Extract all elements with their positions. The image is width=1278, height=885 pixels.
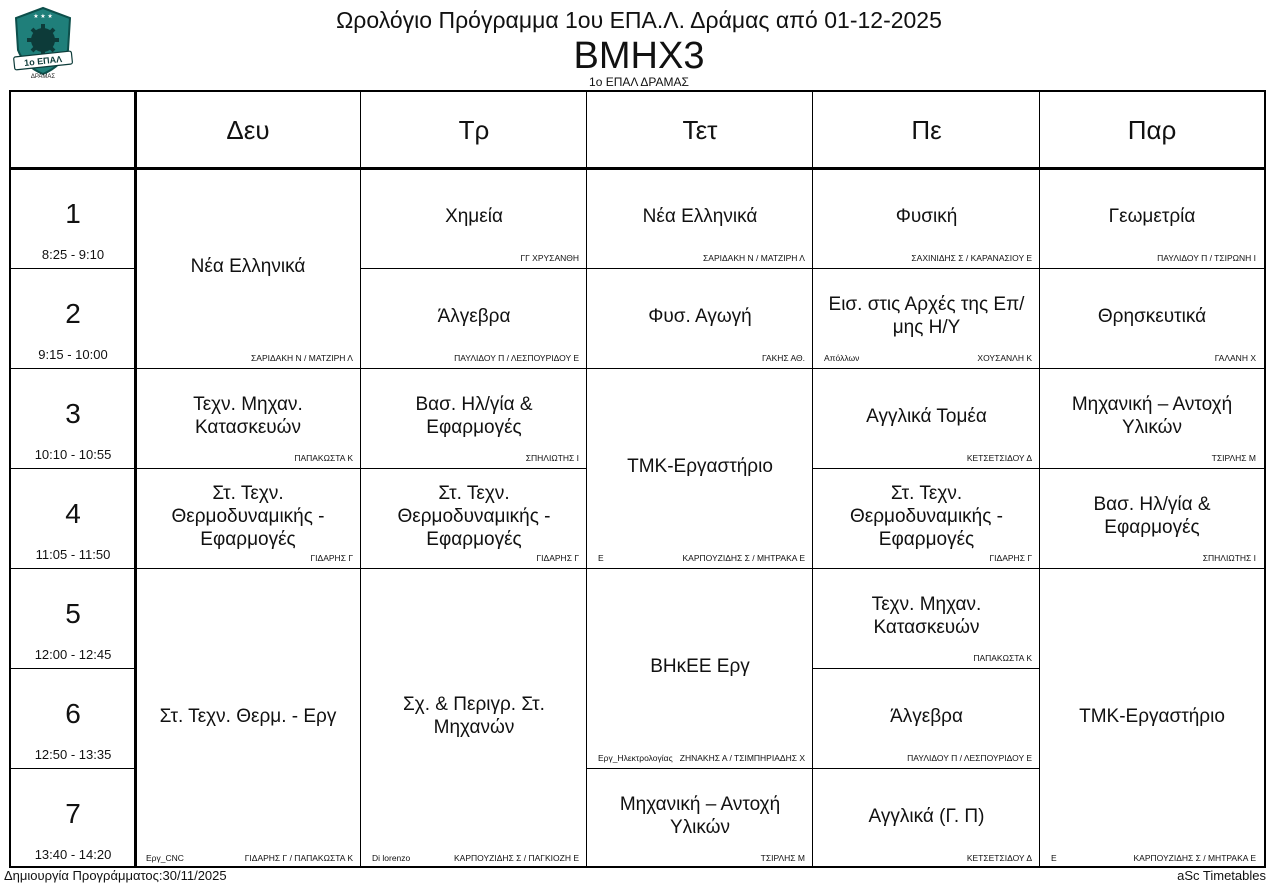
lesson-teacher: ΠΑΠΑΚΩΣΤΑ Κ xyxy=(973,653,1032,663)
lesson-subject: Τεχν. Μηχαν. Κατασκευών xyxy=(193,394,303,438)
lesson-cell xyxy=(135,368,361,468)
lesson-cell xyxy=(135,568,361,868)
period-number: 2 xyxy=(65,298,81,329)
period-row-divider xyxy=(11,768,135,769)
lesson-teacher: ΧΟΥΣΑΝΛΗ Κ xyxy=(977,353,1032,363)
lesson-cell xyxy=(361,468,587,568)
lesson-cell xyxy=(1040,568,1264,868)
period-row-divider xyxy=(11,268,135,269)
period-number: 6 xyxy=(65,698,81,729)
software-credit: aSc Timetables xyxy=(1177,868,1266,883)
lesson-subject: Άλγεβρα xyxy=(890,706,963,727)
lesson-subject: Μηχανική – Αντοχή Υλικών xyxy=(1071,394,1233,438)
page-title: Ωρολόγιο Πρόγραμμα 1ου ΕΠΑ.Λ. Δράμας από 01-12-2025 xyxy=(336,7,942,33)
lesson-subject: ΤΜΚ-Εργαστήριο xyxy=(1079,706,1225,727)
lesson-teacher: ΣΑΧΙΝΙΔΗΣ Σ / ΚΑΡΑΝΑΣΙΟΥ Ε xyxy=(911,253,1032,263)
lesson-cell xyxy=(813,768,1040,868)
lesson-subject: Αγγλικά (Γ. Π) xyxy=(868,806,985,827)
lesson-subject: Βασ. Ηλ/γία & Εφαρμογές xyxy=(1093,494,1211,538)
logo-subtext: ΔΡΑΜΑΣ xyxy=(30,74,56,80)
period-number: 5 xyxy=(65,598,81,629)
lesson-cell xyxy=(587,268,813,368)
school-name: 1ο ΕΠΑΛ ΔΡΑΜΑΣ xyxy=(589,75,689,89)
lesson-room: Ε xyxy=(1051,853,1057,863)
lesson-teacher: ΠΑΥΛΙΔΟΥ Π / ΛΕΣΠΟΥΡΙΔΟΥ Ε xyxy=(454,353,579,363)
lesson-subject: Σχ. & Περιγρ. Στ. Μηχανών xyxy=(403,694,545,738)
lesson-subject: Αγγλικά Τομέα xyxy=(866,406,987,427)
lesson-room: Εργ_CNC xyxy=(146,853,184,863)
lesson-cell xyxy=(813,568,1040,668)
lesson-subject: Στ. Τεχν. Θερμοδυναμικής - Εφαρμογές xyxy=(397,483,551,550)
lesson-cell xyxy=(587,568,813,768)
period-time: 11:05 - 11:50 xyxy=(35,547,111,562)
lesson-room: Εργ_Ηλεκτρολογίας xyxy=(598,753,673,763)
lesson-cell xyxy=(587,168,813,268)
lesson-teacher: ΤΣΙΡΛΗΣ Μ xyxy=(760,853,805,863)
lesson-subject: Στ. Τεχν. Θερμοδυναμικής - Εφαρμογές xyxy=(849,483,1004,550)
lesson-cell xyxy=(1040,368,1264,468)
lesson-teacher: ΓΑΚΗΣ ΑΘ. xyxy=(762,353,805,363)
lesson-subject: Βασ. Ηλ/γία & Εφαρμογές xyxy=(415,394,533,438)
period-time: 13:40 - 14:20 xyxy=(34,847,112,862)
day-header: Πε xyxy=(911,114,942,145)
period-number: 3 xyxy=(65,398,81,429)
period-time: 8:25 - 9:10 xyxy=(41,247,105,262)
lesson-subject: Φυσική xyxy=(895,206,958,227)
lesson-room: Απόλλων xyxy=(824,353,860,363)
lesson-subject: Χημεία xyxy=(445,206,503,227)
lesson-teacher: ΣΑΡΙΔΑΚΗ Ν / ΜΑΤΖΙΡΗ Λ xyxy=(703,253,805,263)
day-header: Τρ xyxy=(458,114,490,145)
period-row-divider xyxy=(11,568,135,569)
svg-text:★ ★ ★: ★ ★ ★ xyxy=(33,14,53,20)
lesson-cell xyxy=(813,668,1040,768)
lesson-teacher: ΓΙΔΑΡΗΣ Γ / ΠΑΠΑΚΩΣΤΑ Κ xyxy=(244,853,353,863)
lesson-teacher: ΤΣΙΡΛΗΣ Μ xyxy=(1211,453,1256,463)
period-time: 9:15 - 10:00 xyxy=(38,347,108,362)
lesson-room: Di lorenzo xyxy=(372,853,411,863)
lesson-cell xyxy=(813,468,1040,568)
day-header: Δευ xyxy=(226,114,270,145)
lesson-teacher: ΚΕΤΣΕΤΣΙΔΟΥ Δ xyxy=(966,853,1032,863)
class-name: ΒΜΗΧ3 xyxy=(573,35,705,77)
lesson-subject: ΒΗκΕΕ Εργ xyxy=(650,656,750,677)
lesson-teacher: ΓΓ ΧΡΥΣΑΝΘΗ xyxy=(520,253,579,263)
lesson-subject: Τεχν. Μηχαν. Κατασκευών xyxy=(871,594,982,638)
lesson-subject: Στ. Τεχν. Θερμ. - Εργ xyxy=(159,706,337,727)
lesson-cell xyxy=(361,568,587,868)
lesson-room: Ε xyxy=(598,553,604,563)
lesson-teacher: ΣΠΗΛΙΩΤΗΣ Ι xyxy=(1202,553,1256,563)
day-header: Τετ xyxy=(682,114,718,145)
lesson-cell xyxy=(587,768,813,868)
lesson-subject: Φυσ. Αγωγή xyxy=(648,306,752,327)
lesson-cell xyxy=(361,168,587,268)
lesson-subject: Γεωμετρία xyxy=(1108,206,1196,227)
lesson-teacher: ΣΑΡΙΔΑΚΗ Ν / ΜΑΤΖΙΡΗ Λ xyxy=(251,353,353,363)
lesson-teacher: ΚΕΤΣΕΤΣΙΔΟΥ Δ xyxy=(966,453,1032,463)
lesson-teacher: ΣΠΗΛΙΩΤΗΣ Ι xyxy=(525,453,579,463)
lesson-cell xyxy=(587,368,813,568)
lesson-subject: ΤΜΚ-Εργαστήριο xyxy=(627,456,773,477)
lesson-cell xyxy=(361,368,587,468)
lesson-teacher: ΓΙΔΑΡΗΣ Γ xyxy=(310,553,353,563)
period-time: 12:50 - 13:35 xyxy=(34,747,112,762)
period-number: 4 xyxy=(65,498,81,529)
lesson-subject: Άλγεβρα xyxy=(437,306,511,327)
lesson-teacher: ΠΑΥΛΙΔΟΥ Π / ΤΣΙΡΩΝΗ Ι xyxy=(1157,253,1256,263)
lesson-cell xyxy=(135,168,361,368)
timetable-grid xyxy=(9,90,1266,868)
lesson-cell xyxy=(361,268,587,368)
period-row-divider xyxy=(11,368,135,369)
lesson-teacher: ΓΑΛΑΝΗ Χ xyxy=(1214,353,1256,363)
period-time: 10:10 - 10:55 xyxy=(34,447,112,462)
lesson-cell xyxy=(813,168,1040,268)
lesson-subject: Θρησκευτικά xyxy=(1097,306,1207,327)
logo-text: 1ο ΕΠΑΛ xyxy=(23,54,63,68)
lesson-teacher: ΚΑΡΠΟΥΖΙΔΗΣ Σ / ΠΑΓΚΙΟΖΗ Ε xyxy=(454,853,579,863)
period-time: 12:00 - 12:45 xyxy=(34,647,112,662)
lesson-subject: Μηχανική – Αντοχή Υλικών xyxy=(619,794,781,838)
lesson-cell xyxy=(135,468,361,568)
period-row-divider xyxy=(11,468,135,469)
lesson-subject: Νέα Ελληνικά xyxy=(642,206,758,227)
lesson-teacher: ΓΙΔΑΡΗΣ Γ xyxy=(989,553,1032,563)
lesson-teacher: ΚΑΡΠΟΥΖΙΔΗΣ Σ / ΜΗΤΡΑΚΑ Ε xyxy=(1133,853,1256,863)
lesson-teacher: ΖΗΝΑΚΗΣ Α / ΤΣΙΜΠΗΡΙΑΔΗΣ Χ xyxy=(679,753,805,763)
lesson-subject: Εισ. στις Αρχές της Επ/μης Η/Υ xyxy=(828,294,1025,338)
lesson-cell xyxy=(1040,268,1264,368)
lesson-teacher: ΚΑΡΠΟΥΖΙΔΗΣ Σ / ΜΗΤΡΑΚΑ Ε xyxy=(682,553,805,563)
lesson-teacher: ΠΑΥΛΙΔΟΥ Π / ΛΕΣΠΟΥΡΙΔΟΥ Ε xyxy=(907,753,1032,763)
lesson-cell xyxy=(1040,168,1264,268)
lesson-teacher: ΓΙΔΑΡΗΣ Γ xyxy=(536,553,579,563)
period-number: 7 xyxy=(65,798,81,829)
lesson-subject: Νέα Ελληνικά xyxy=(190,256,306,277)
period-number: 1 xyxy=(65,198,81,229)
lesson-cell xyxy=(813,268,1040,368)
creation-date: Δημιουργία Προγράμματος:30/11/2025 xyxy=(4,868,227,883)
lesson-teacher: ΠΑΠΑΚΩΣΤΑ Κ xyxy=(294,453,353,463)
period-row-divider xyxy=(11,668,135,669)
lesson-subject: Στ. Τεχν. Θερμοδυναμικής - Εφαρμογές xyxy=(171,483,325,550)
lesson-cell xyxy=(1040,468,1264,568)
day-header: Παρ xyxy=(1127,114,1177,145)
lesson-cell xyxy=(813,368,1040,468)
